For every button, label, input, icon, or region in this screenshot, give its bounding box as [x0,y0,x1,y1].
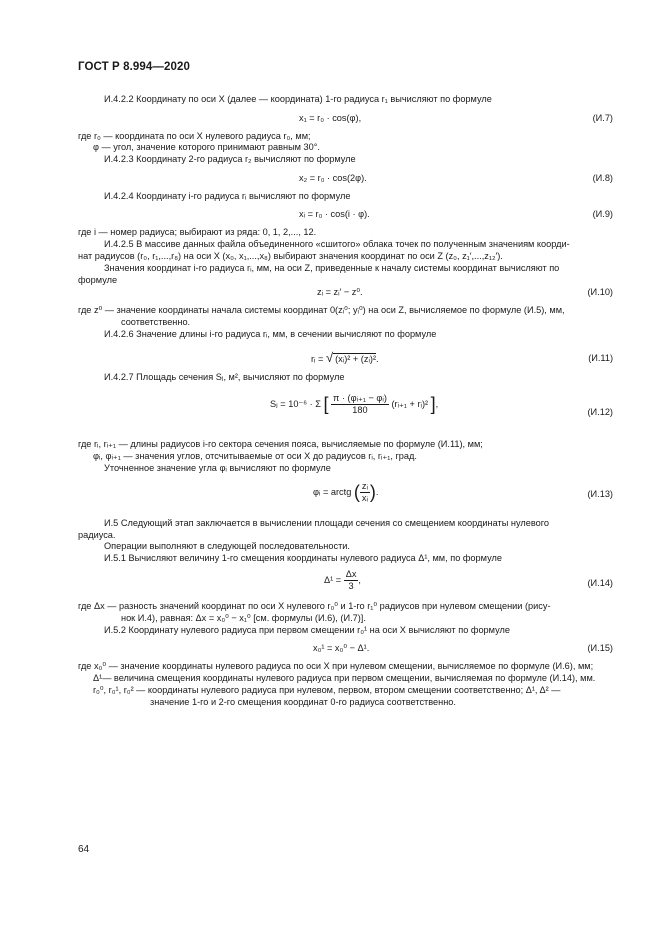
where-clause: где i — номер радиуса; выбирают из ряда: 0, 1, 2,..., 12. [78,227,317,237]
formula-radicand: (xᵢ)² + (zᵢ)² [335,354,377,364]
formula-lhs: φᵢ = arctg [313,487,352,497]
where-clause: соответственно. [121,317,191,327]
formula-number: (И.11) [588,353,613,363]
paragraph: И.4.2.4 Координату i-го радиуса rᵢ вычисляют по формуле [104,191,351,201]
formula-lhs: rᵢ = [311,354,326,364]
paren-left: ( [353,482,360,502]
where-clause: Δ¹— величина смещения координаты нулевого радиуса при первом смещении, вычисляемая по формуле (И.14), мм. [93,673,596,683]
paragraph: радиуса. [78,530,116,540]
paragraph: Значения координат i-го радиуса rᵢ, мм, на оси Z, приведенные к началу системы координат вычисляют по [104,263,560,273]
formula: Δ¹ = $\frac{\Delta x}{3}$ , [324,569,361,591]
where-clause: нок И.4), равная: Δx = x₀⁰ − x₁⁰ [см. формулы (И.6), (И.7)]. [121,613,366,623]
fraction [344,569,359,592]
fraction-denominator: 180 [352,405,368,415]
formula: xᵢ = r₀ · cos(i · φ). [299,209,370,219]
bracket-left: [ [323,394,329,414]
fraction [331,393,389,416]
formula: x₀¹ = x₀⁰ − Δ¹. [313,643,370,653]
page-number: 64 [78,844,90,855]
where-clause: где rᵢ, rᵢ₊₁ — длины радиусов i-го сектора сечения пояса, вычисляемые по формуле (И.11), мм; [78,439,483,449]
where-clause: где r₀ — координата по оси X нулевого радиуса r₀, мм; [78,131,311,141]
formula [311,352,379,365]
fraction-denominator: 3 [348,581,354,591]
document-header: ГОСТ Р 8.994—2020 [78,61,190,73]
formula: φᵢ = arctg ( $\frac{\text{zᵢ}}{\text{xᵢ}}$ ). [313,481,379,503]
formula-number: (И.9) [592,209,613,219]
formula: x₁ = r₀ · cos(φ), [299,113,362,123]
paragraph: И.4.2.2 Координату по оси X (далее — координата) 1-го радиуса r₁ вычисляют по формуле [104,94,492,104]
where-clause: где z⁰ — значение координаты начала системы координат 0(zᵢ⁰; yᵢ⁰) на оси Z, вычисляемое по формуле (И.5), мм, [78,305,565,315]
where-clause: φ — угол, значение которого принимают равным 30°. [93,142,320,152]
where-clause: r₀⁰, r₀¹, r₀² — координаты нулевого радиуса при нулевом, первом, втором смещении соответственно; Δ¹, Δ² — [93,685,561,695]
paragraph: И.5.1 Вычисляют величину 1-го смещения координаты нулевого радиуса Δ¹, мм, по формуле [104,553,502,563]
paragraph: И.5.2 Координату нулевого радиуса при первом смещении r₀¹ на оси X вычисляют по формуле [104,625,510,635]
paragraph: формуле [78,275,118,285]
fraction [360,481,370,504]
formula: x₂ = r₀ · cos(2φ). [299,173,367,183]
formula-term: (rᵢ₊₁ + rᵢ)² [391,399,429,409]
where-clause: значение 1-го и 2-го смещения координат 0-го радиуса соответственно. [150,697,456,707]
paragraph: И.4.2.5 В массиве данных файла объединенного «сшитого» облака точек по полученным значениям коорди- [104,239,570,249]
paragraph: И.4.2.6 Значение длины i-го радиуса rᵢ, мм, в сечении вычисляют по формуле [104,329,437,339]
where-clause: где x₀⁰ — значение координаты нулевого радиуса по оси X при нулевом смещении, вычисляемое по формуле (И.6), мм; [78,661,594,671]
paragraph: И.4.2.3 Координату 2-го радиуса r₂ вычисляют по формуле [104,154,356,164]
bracket-right: ] [430,394,436,414]
formula-number: (И.8) [592,173,613,183]
formula: zᵢ = zᵢ′ − z⁰. [317,287,363,297]
formula-number: (И.13) [587,489,613,499]
fraction-denominator: xᵢ [361,493,368,503]
formula-number: (И.15) [587,643,613,653]
formula: Sⱼ = 10⁻⁶ · Σ [ $\frac{\text{π · (φᵢ₊₁ − φᵢ)}}{180}$ (rᵢ₊₁ + rᵢ)² ], [270,393,439,415]
fraction-numerator: zᵢ [361,481,368,491]
fraction-numerator: π · (φᵢ₊₁ − φᵢ) [333,393,387,403]
formula-number: (И.12) [587,407,613,417]
where-clause: φᵢ, φᵢ₊₁ — значения углов, отсчитываемые от оси X до радиусов rᵢ, rᵢ₊₁, град. [93,451,417,461]
formula-lhs: Sⱼ = 10⁻⁶ · Σ [270,399,321,409]
paren-right: ) [369,482,376,502]
formula-end: . [376,354,379,364]
formula-number: (И.7) [592,113,613,123]
paragraph: нат радиусов (r₀, r₁,...,r₈) на оси X (x₀, x₁,...,x₈) выбирают значения координат по оси Z (z₀, z₁′,...,z₁₂′). [78,251,503,261]
formula-number: (И.14) [587,578,613,588]
formula-number: (И.10) [587,287,613,297]
paragraph: Уточненное значение угла φᵢ вычисляют по формуле [104,463,331,473]
where-clause: где Δx — разность значений координат по оси X нулевого r₀⁰ и 1-го r₁⁰ радиусов при нулевом смещении (рису- [78,601,551,611]
paragraph: И.5 Следующий этап заключается в вычислении площади сечения со смещением координаты нулевого [104,518,549,528]
paragraph: Операции выполняют в следующей последовательности. [104,541,350,551]
fraction-numerator: Δx [345,569,357,579]
paragraph: И.4.2.7 Площадь сечения Sⱼ, м², вычисляют по формуле [104,372,345,382]
sqrt-sign: √ [325,350,334,365]
formula-lhs: Δ¹ = [324,575,342,585]
